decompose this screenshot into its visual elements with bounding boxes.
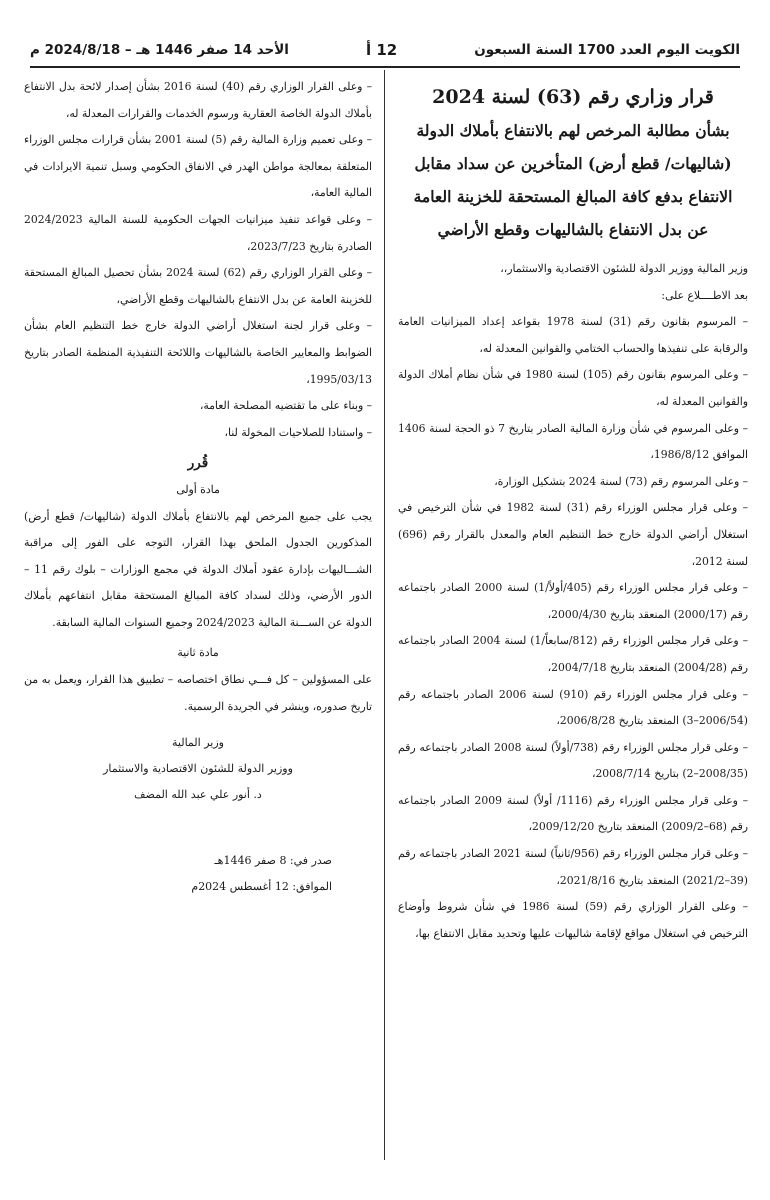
page-header [30, 36, 740, 64]
left-column [24, 74, 372, 900]
header-date: الأحد 14 صفر 1446 هـ – 2024/8/18 م [30, 42, 289, 58]
preamble-item: – وعلى قرار مجلس الوزراء رقم (738/أولاً) لسنة 2008 الصادر باجتماعه رقم (2008/35–2) بتاريخ 2008/7/14، [398, 740, 748, 781]
preamble-item: – وعلى قواعد تنفيذ ميزانيات الجهات الحكومية للسنة المالية 2024/2023 الصادرة بتاريخ 2023/7/23، [24, 212, 372, 253]
decree-subject-line: بشأن مطالبة المرخص لهم بالانتفاع بأملاك الدولة [416, 121, 730, 140]
issuing-minister: وزير المالية ووزير الدولة للشئون الاقتصادية والاستثمار،، [500, 262, 748, 275]
preamble-item: – وعلى قرار مجلس الوزراء رقم (1116/ أولاً) لسنة 2009 الصادر باجتماعه رقم (68–2009/2) المنعقد بتاريخ 2009/12/20، [398, 793, 748, 834]
article-1-text: يجب على جميع المرخص لهم بالانتفاع بأملاك الدولة (شاليهات/ قطع أرض) المذكورين الجدول الملحق بهذا القرار، التوجه على الفور إلى مراقبة الشـــاليهات بإدارة عقود أملاك الدولة في مجمع الوزارات – بلوك رقم 11 – الدور الأرضي، وذلك لسداد كافة المبالغ المستحقة مقابل انتفاعهم بأملاك الدولة عن الســـنة المالية 2024/2023 وجميع السنوات المالية السابقة. [24, 509, 372, 629]
preamble-item: – وعلى قرار مجلس الوزراء رقم (910) لسنة 2006 الصادر باجتماعه رقم (2006/54–3) المنعقد بتاريخ 2006/8/28، [398, 687, 749, 728]
preamble-item: – واستنادا للصلاحيات المخولة لنا، [224, 425, 372, 439]
signature-title: وزير المالية [172, 736, 224, 750]
preamble-item: – وعلى القرار الوزاري رقم (40) لسنة 2016 بشأن إصدار لائحة بدل الانتفاع بأملاك الدولة الخاصة العقارية ورسوم الخدمات والقرارات المعدلة له، [24, 80, 372, 120]
preamble-item: – المرسوم بقانون رقم (31) لسنة 1978 بقواعد إعداد الميزانيات العامة والرقابة على تنفيذها والحساب الختامي والقوانين المعدلة له، [398, 315, 748, 355]
header-page-number: 12 أ [365, 41, 398, 59]
decree-subject-line: (شاليهات/ قطع أرض) المتأخرين عن سداد مقابل [414, 154, 732, 173]
preamble-item: – وعلى القرار الوزاري رقم (62) لسنة 2024 بشأن تحصيل المبالغ المستحقة للخزينة العامة عن بدل الانتفاع بالشاليهات وقطع الأراضي، [24, 266, 372, 306]
article-2-text: على المسؤولين – كل فـــي نطاق اختصاصه – تطبيق هذا القرار، ويعمل به من تاريخ صدوره، وينشر في الجريدة الرسمية. [24, 673, 372, 713]
preamble-item: – وعلى المرسوم بقانون رقم (105) لسنة 1980 في شأن نظام أملاك الدولة والقوانين المعدلة له، [398, 368, 748, 408]
preamble-item: – وعلى تعميم وزارة المالية رقم (5) لسنة 2001 بشأن قرارات مجلس الوزراء المتعلقة بمعالجة مواطن الهدر في الانفاق الحكومي وسبل تنمية الايرادات في المالية العامة، [24, 133, 373, 200]
preamble-item: – وبناء على ما تقتضيه المصلحة العامة، [199, 399, 372, 413]
signature-block [24, 730, 372, 808]
preamble-item: – وعلى المرسوم رقم (73) لسنة 2024 بتشكيل الوزارة، [494, 474, 748, 488]
signature-title-2: ووزير الدولة للشئون الاقتصادية والاستثمار [103, 762, 293, 776]
signatory-name: د. أنور علي عبد الله المضف [134, 788, 262, 802]
issue-dates [24, 848, 372, 900]
column-divider [384, 70, 385, 1160]
decree-subject-line: عن بدل الانتفاع بالشاليهات وقطع الأراضي [437, 220, 709, 239]
article-2-title: مادة ثانية [177, 646, 219, 660]
preamble-item: – وعلى المرسوم في شأن وزارة المالية الصادر بتاريخ 7 ذو الحجة لسنة 1406 الموافق 1986/8/12، [398, 421, 748, 462]
issued-date: صدر في: 8 صفر 1446هـ [214, 854, 332, 868]
preamble-item: – وعلى قرار مجلس الوزراء رقم (31) لسنة 1982 في شأن الترخيص في استغلال أراضي الدولة خارج خط التنظيم العام والمعدل بالقرار رقم (696) لسنة 2012، [398, 501, 748, 568]
after-review-heading: بعد الاطــــلاع على: [661, 288, 748, 302]
decree-subject-line: الانتفاع بدفع كافة المبالغ المستحقة للخزينة العامة [413, 187, 733, 206]
preamble-item: – وعلى قرار لجنة استغلال أراضي الدولة خارج خط التنظيم العام بشأن الضوابط والمعايير الخاصة بالشاليهات واللائحة التنفيذية المنظمة الصادر بتاريخ 1995/03/13، [24, 319, 372, 386]
preamble-item: – وعلى قرار مجلس الوزراء رقم (956/ثانياً) لسنة 2021 الصادر باجتماعه رقم (39–2021/2) المنعقد بتاريخ 2021/8/16، [398, 847, 749, 887]
decree-title-block [398, 80, 748, 246]
decided-heading: قُرر [187, 455, 209, 472]
article-1-title: مادة أولى [176, 482, 220, 496]
preamble-item: – وعلى قرار مجلس الوزراء رقم (405/أولاً/1) لسنة 2000 الصادر باجتماعه رقم (2000/17) المنعقد بتاريخ 2000/4/30، [398, 581, 749, 621]
corresponding-date: الموافق: 12 أغسطس 2024م [191, 880, 332, 894]
decree-title: قرار وزاري رقم (63) لسنة 2024 [432, 86, 714, 108]
header-rule [30, 66, 740, 68]
right-column [398, 74, 748, 947]
preamble-item: – وعلى القرار الوزاري رقم (59) لسنة 1986 في شأن شروط وأوضاع الترخيص في استغلال مواقع لإقامة شاليهات عليها وتحديد مقابل الانتفاع بها، [398, 900, 749, 940]
preamble-item: – وعلى قرار مجلس الوزراء رقم (812/سابعاً/1) لسنة 2004 الصادر باجتماعه رقم (2004/28) المنعقد بتاريخ 2004/7/18، [398, 634, 748, 674]
header-issue-info: الكويت اليوم العدد 1700 السنة السبعون [474, 42, 740, 58]
